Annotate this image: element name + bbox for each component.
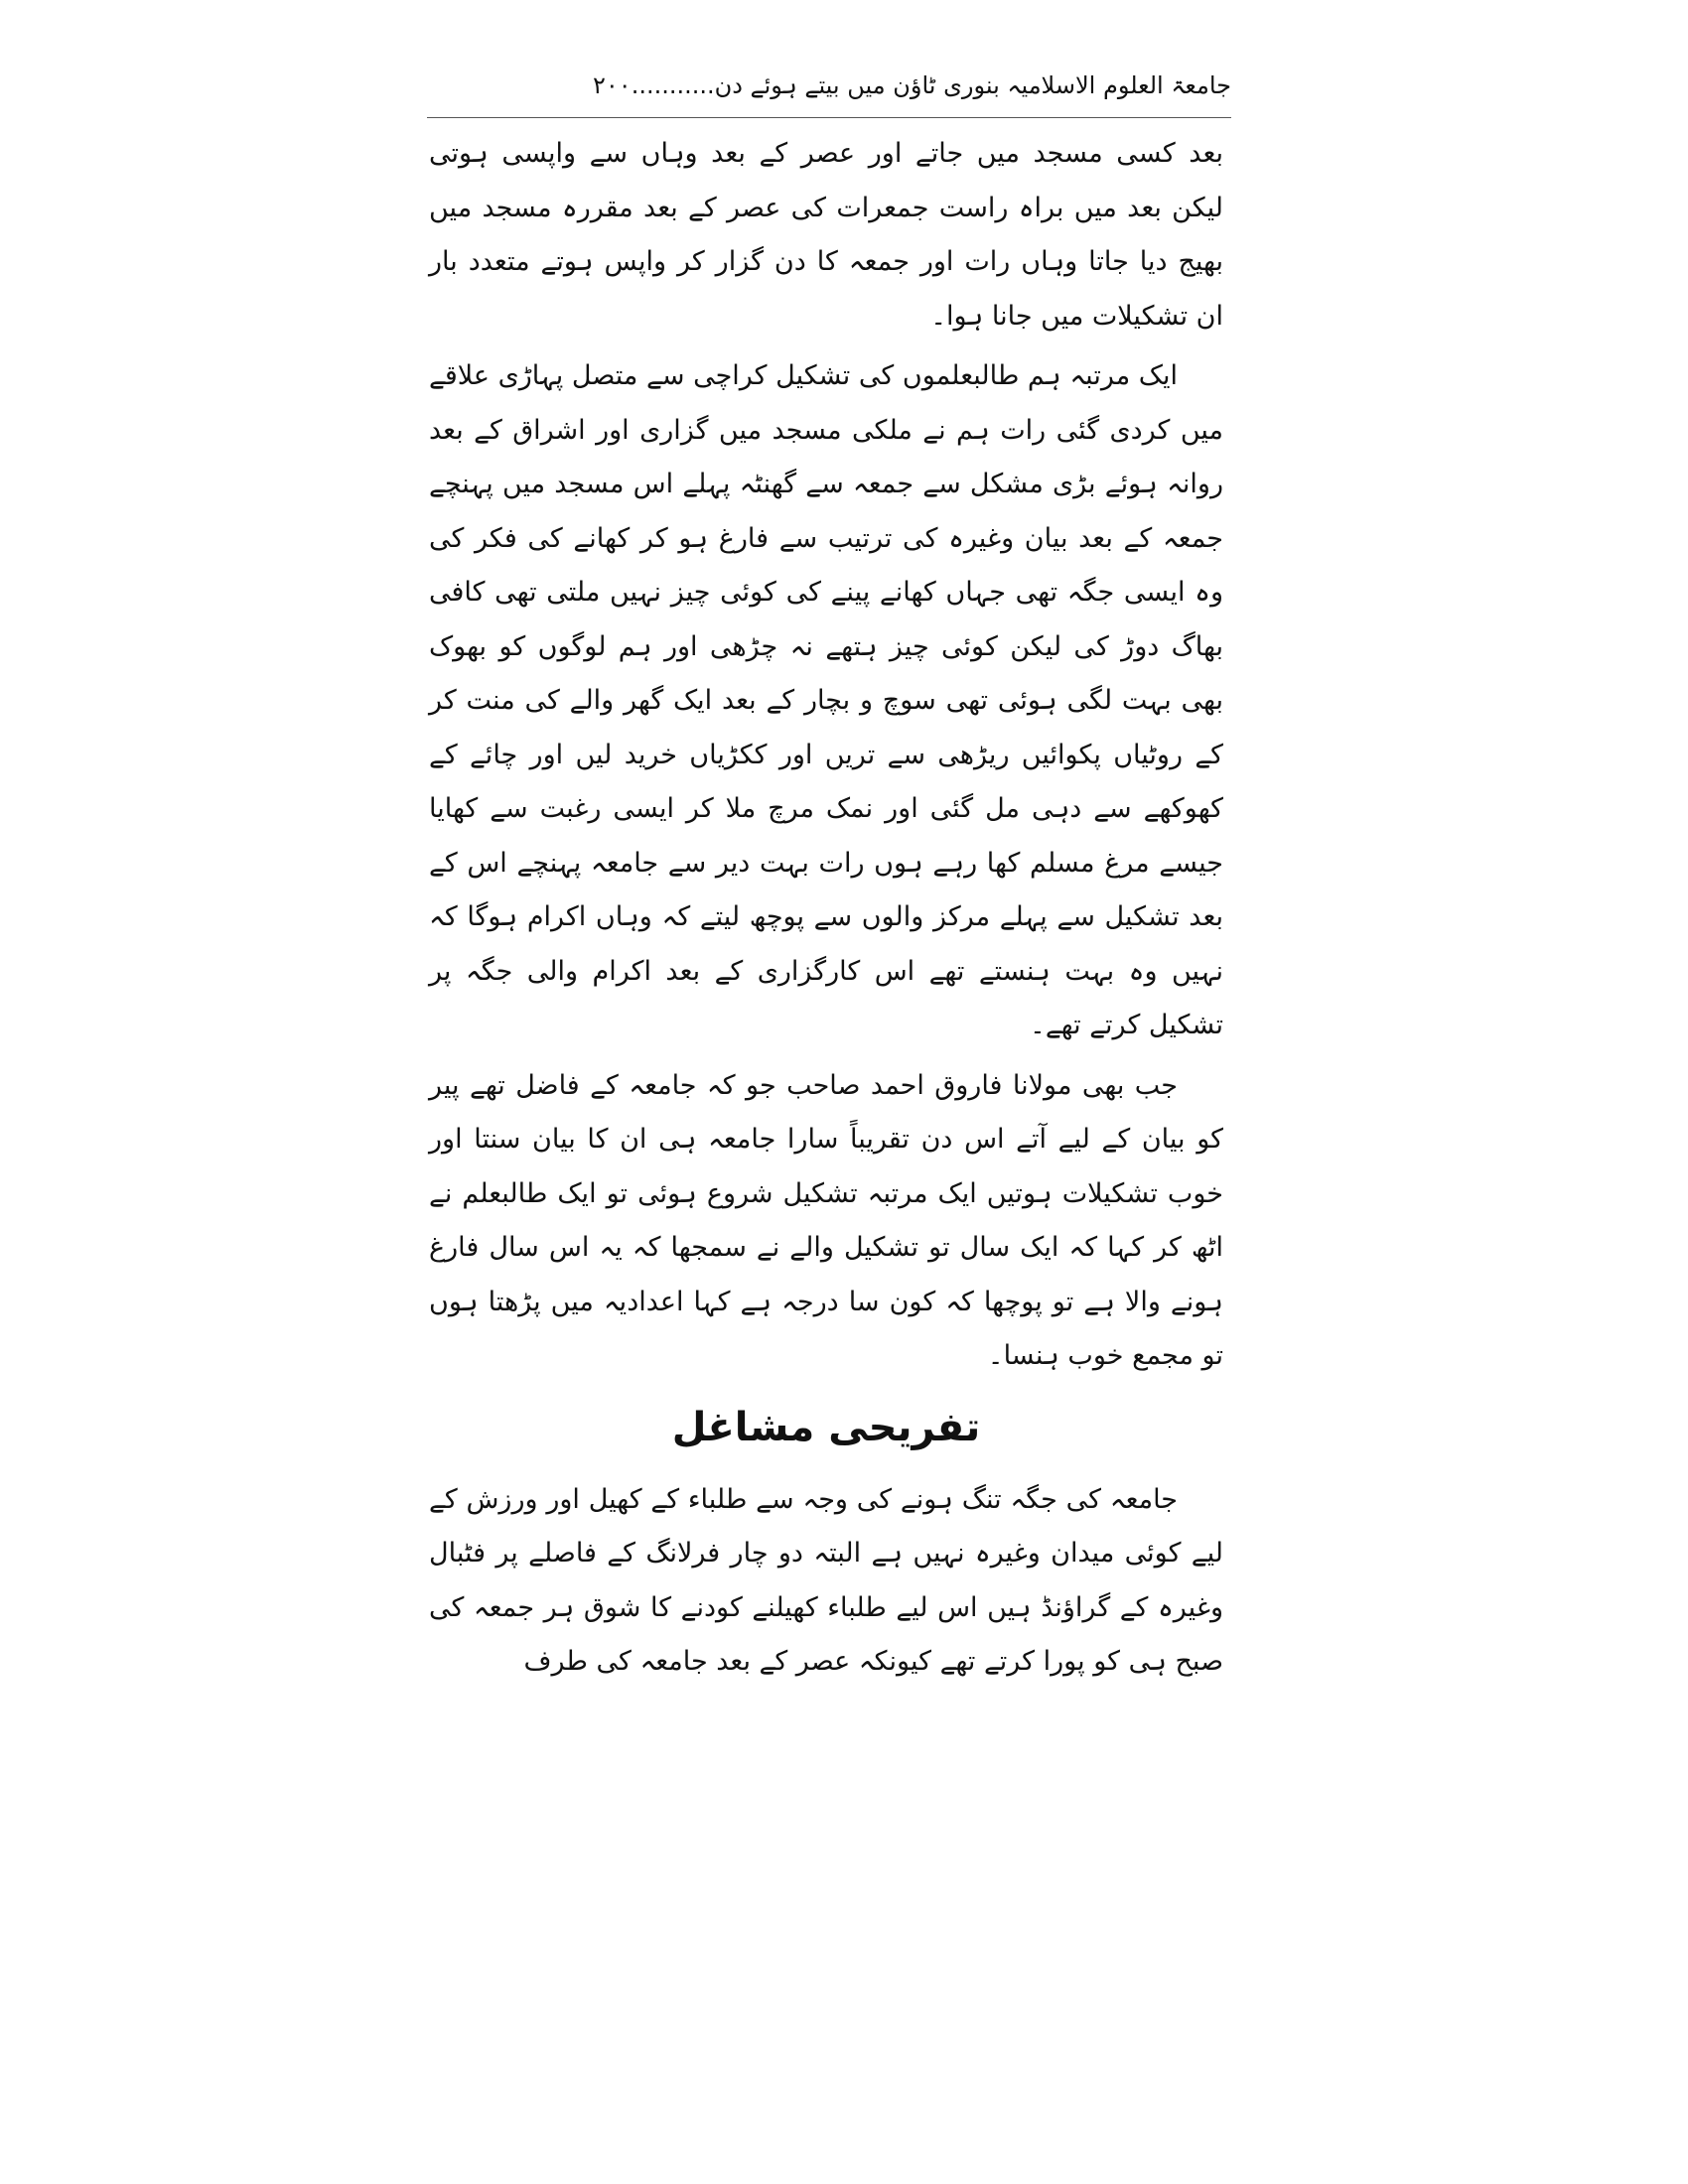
page-body (429, 127, 1223, 1696)
paragraph-2: ایک مرتبہ ہم طالبعلموں کی تشکیل کراچی سے متصل پہاڑی علاقے میں کردی گئی رات ہم نے ملکی مسجد میں گزاری اور اشراق کے بعد روانہ ہوئے بڑی مشکل سے جمعہ سے گھنٹہ پہلے اس مسجد میں پہنچے جمعہ کے بعد بیان وغیرہ کی ترتیب سے فارغ ہو کر کھانے کی فکر کی وہ ایسی جگہ تھی جہاں کھانے پینے کی کوئی چیز نہیں ملتی تھی کافی بھاگ دوڑ کی لیکن کوئی چیز ہتھے نہ چڑھی اور ہم لوگوں کو بھوک بھی بہت لگی ہوئی تھی سوچ و بچار کے بعد ایک گھر والے کی منت کر کے روٹیاں پکوائیں ریڑھی سے تریں اور ککڑیاں خرید لیں اور چائے کے کھوکھے سے دہی مل گئی اور نمک مرچ ملا کر ایسی رغبت سے کھایا جیسے مرغ مسلم کھا رہے ہوں رات بہت دیر سے جامعہ پہنچے اس کے بعد تشکیل سے پہلے مرکز والوں سے پوچھ لیتے کہ وہاں اکرام ہوگا کہ نہیں وہ بہت ہنستے تھے اس کارگزاری کے بعد اکرام والی جگہ پر تشکیل کرتے تھے۔ (429, 360, 1223, 1040)
paragraph-4: جامعہ کی جگہ تنگ ہونے کی وجہ سے طلباء کے کھیل اور ورزش کے لیے کوئی میدان وغیرہ نہیں ہے البتہ دو چار فرلانگ کے فاصلے پر فٹبال وغیرہ کے گراؤنڈ ہیں اس لیے طلباء کھیلنے کودنے کا شوق ہر جمعہ کی صبح ہی کو پورا کرتے تھے کیونکہ عصر کے بعد جامعہ کی طرف (429, 1483, 1223, 1677)
header-divider (427, 117, 1231, 118)
running-header: جامعۃ العلوم الاسلامیہ بنوری ٹاؤن میں بیتے ہوئے دن...........۲۰۰ (593, 71, 1231, 99)
paragraph-1: بعد کسی مسجد میں جاتے اور عصر کے بعد وہاں سے واپسی ہوتی لیکن بعد میں براہ راست جمعرات کی عصر کے بعد مقررہ مسجد میں بھیج دیا جاتا وہاں رات اور جمعہ کا دن گزار کر واپس ہوتے متعدد بار ان تشکیلات میں جانا ہوا۔ (429, 138, 1223, 332)
paragraph-3: جب بھی مولانا فاروق احمد صاحب جو کہ جامعہ کے فاضل تھے پیر کو بیان کے لیے آتے اس دن تقریباً سارا جامعہ ہی ان کا بیان سنتا اور خوب تشکیلات ہوتیں ایک مرتبہ تشکیل شروع ہوئی تو ایک طالبعلم نے اٹھ کر کہا کہ ایک سال تو تشکیل والے نے سمجھا کہ یہ اس سال فارغ ہونے والا ہے تو پوچھا کہ کون سا درجہ ہے کہا اعدادیہ میں پڑھتا ہوں تو مجمع خوب ہنسا۔ (429, 1069, 1223, 1371)
section-heading: تفریحی مشاغل (671, 1404, 981, 1450)
